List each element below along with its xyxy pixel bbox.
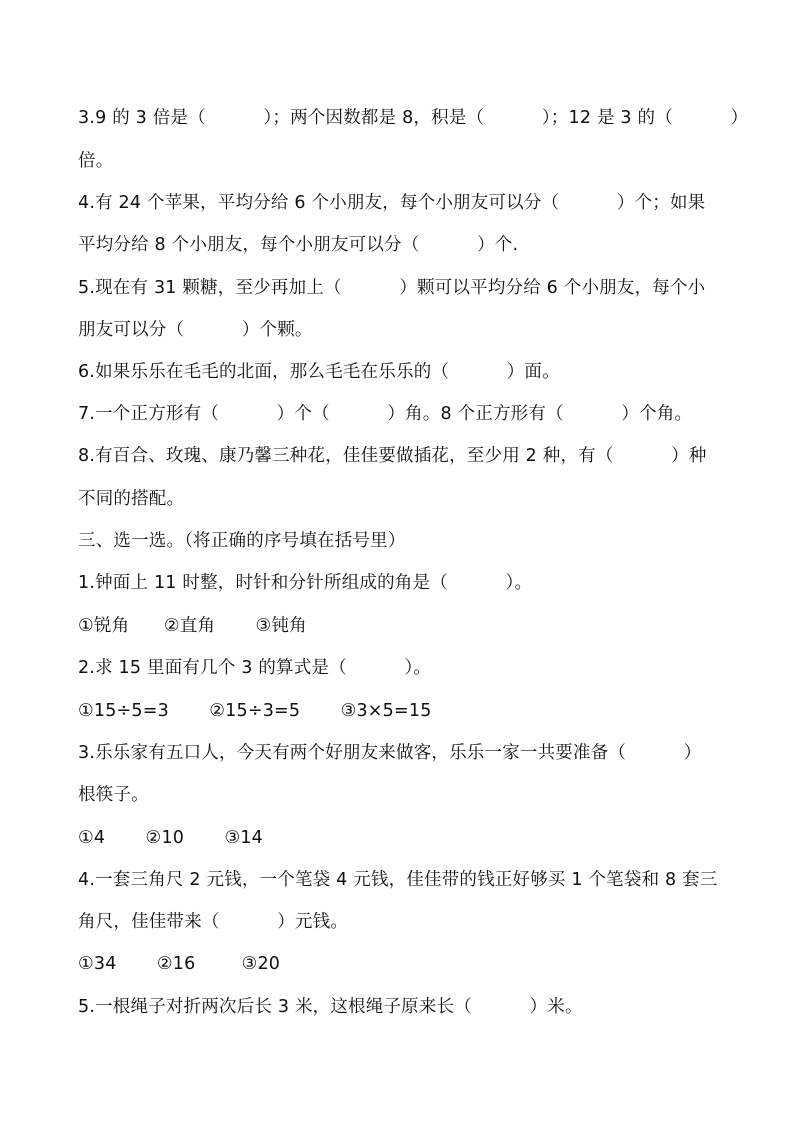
q3-line-2: 倍。	[78, 151, 114, 171]
mc4-options: ①34 ②16 ③20	[78, 954, 281, 974]
mc2-question: 2.求 15 里面有几个 3 的算式是（ ）。	[78, 658, 432, 678]
q5-line-2: 朋友可以分（ ）个颗。	[78, 320, 313, 340]
q8-line-2: 不同的搭配。	[78, 489, 185, 509]
mc3-question-1: 3.乐乐家有五口人，今天有两个好朋友来做客，乐乐一家一共要准备（ ）	[78, 743, 702, 763]
mc4-question-2: 角尺，佳佳带来（ ）元钱。	[78, 912, 349, 932]
q5-line-1: 5.现在有 31 颗糖，至少再加上（ ）颗可以平均分给 6 个小朋友，每个小	[78, 278, 706, 298]
mc5-question: 5.一根绳子对折两次后长 3 米，这根绳子原来长（ ）米。	[78, 997, 583, 1017]
q4-line-2: 平均分给 8 个小朋友，每个小朋友可以分（ ）个.	[78, 235, 519, 255]
q3-line-1: 3.9 的 3 倍是（ ）；两个因数都是 8，积是（ ）；12 是 3 的（ ）	[78, 108, 749, 128]
mc3-options: ①4 ②10 ③14	[78, 828, 264, 848]
q7-line: 7.一个正方形有（ ）个（ ）角。8 个正方形有（ ）个角。	[78, 404, 693, 424]
q4-line-1: 4.有 24 个苹果，平均分给 6 个小朋友，每个小朋友可以分（ ）个；如果	[78, 193, 706, 213]
q8-line-1: 8.有百合、玫瑰、康乃馨三种花，佳佳要做插花，至少用 2 种，有（ ）种	[78, 446, 707, 466]
mc2-options: ①15÷5=3 ②15÷3=5 ③3×5=15	[78, 701, 432, 721]
section-3-heading: 三、选一选。（将正确的序号填在括号里）	[78, 531, 406, 551]
mc3-question-2: 根筷子。	[78, 785, 149, 805]
mc4-question-1: 4.一套三角尺 2 元钱，一个笔袋 4 元钱，佳佳带的钱正好够买 1 个笔袋和 8 套三	[78, 870, 718, 890]
mc1-options: ①锐角 ②直角 ③钝角	[78, 616, 307, 636]
q6-line: 6.如果乐乐在毛毛的北面，那么毛毛在乐乐的（ ）面。	[78, 362, 560, 382]
mc1-question: 1.钟面上 11 时整，时针和分针所组成的角是（ ）。	[78, 573, 533, 593]
